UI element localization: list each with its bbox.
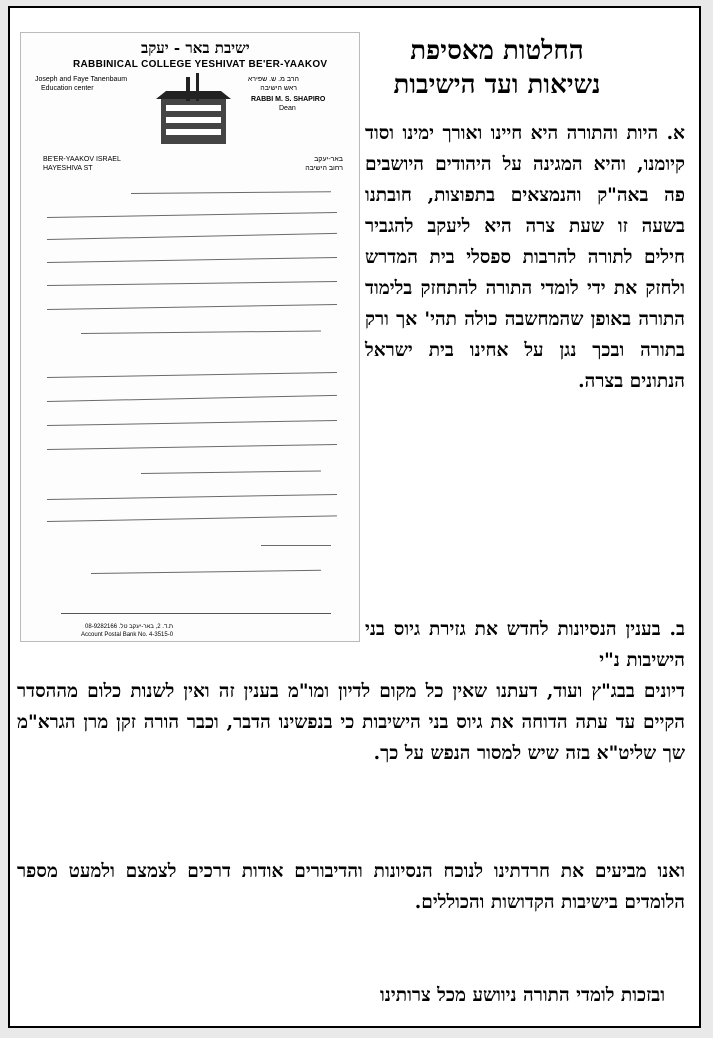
letterhead-hebrew: ישיבת באר - יעקב	[141, 39, 250, 57]
address-right2: רחוב הישיבה	[305, 165, 343, 172]
dean-line2: ראש הישיבה	[260, 85, 297, 92]
handwriting-line	[131, 191, 331, 194]
scanned-letter-image	[20, 32, 360, 642]
handwriting-line	[81, 330, 321, 334]
paragraph-c: ואנו מביעים את חרדתינו לנוכח הנסיונות והדיבורים אודות דרכים לצמצם ולמעט מספר הלומדים בישיבות הקדושות והכוללים.	[17, 861, 685, 913]
yeshiva-building-logo	[156, 69, 231, 151]
handwriting-line	[47, 494, 337, 500]
handwriting-line	[47, 212, 337, 218]
title-line2: נשיאות ועד הישיבות	[393, 70, 601, 100]
paragraph-b-continued: דיונים בבג"ץ ועוד, דעתנו שאין כל מקום לדיון ומו"מ בענין זה ואין לשנות כלום מההסדר הקיים עד עתה הדוחה את גיוס בני הישיבות כי בנפשינו הדבר, וכבר הורה זקן מרן הגרא"מ שך שליט"א בזה שיש למסור הנפש על כך.	[17, 681, 685, 764]
handwriting-signature-line	[91, 570, 321, 574]
handwriting-line	[47, 281, 337, 286]
letter-footer	[81, 623, 173, 639]
handwriting-line	[47, 233, 337, 240]
dean-line3: RABBI M. S. SHAPIRO	[251, 96, 326, 103]
handwriting-line	[47, 515, 337, 522]
handwriting-line	[47, 372, 337, 378]
dean-line4: Dean	[279, 105, 296, 112]
address-left2: HAYESHIVA ST	[43, 165, 93, 172]
handwriting-line	[47, 420, 337, 426]
paragraph-b-start: ב. בענין הנסיונות לחדש את גזירת גיוס בני הישיבות נ"י	[365, 619, 685, 671]
paragraph-a: א. היות והתורה היא חיינו ואורך ימינו וסוד קיומנו, והיא המגינה על היהודים היושבים פה באה"ק והנמצאים בתפוצות, חובתנו בשעה זו שעת צרה היא ליעקב להגביר חילים לתורה להרבות ספסלי בית המדרש ולחזק את ידי לומדי התורה להתחזק בלימוד התורה באופן שהמחשבה כולה תהי' אך ורק בתורה ובכך נגן על אחינו בית ישראל הנתונים בצרה.	[365, 123, 685, 392]
closing-line: ובזכות לומדי התורה ניוושע מכל צרותינו	[380, 985, 665, 1006]
handwriting-line	[47, 304, 337, 310]
handwriting-line	[47, 444, 337, 450]
page-title	[347, 34, 647, 102]
handwriting-line	[141, 470, 321, 474]
dean-line1: הרב מ. ש. שפירא	[247, 76, 299, 83]
handwriting-line	[47, 257, 337, 263]
education-center-line2: Education center	[41, 85, 94, 92]
document-frame	[8, 6, 701, 1028]
address-right1: באר-יעקב	[314, 156, 343, 163]
footer-rule	[61, 613, 331, 614]
handwriting-line	[47, 395, 337, 402]
handwriting-line	[261, 545, 331, 546]
address-left1: BE'ER-YAAKOV ISRAEL	[43, 156, 121, 163]
footer-line2: Account Postal Bank No. 4-3515-0	[81, 632, 174, 638]
education-center-line1: Joseph and Faye Tanenbaum	[35, 76, 128, 83]
title-line1: החלטות מאסיפת	[410, 36, 584, 66]
letterhead-english: RABBINICAL COLLEGE YESHIVAT BE'ER-YAAKOV	[73, 59, 328, 70]
footer-line1: ת.ד. 2, באר-יעקב טל. 08-9282166	[85, 624, 174, 630]
